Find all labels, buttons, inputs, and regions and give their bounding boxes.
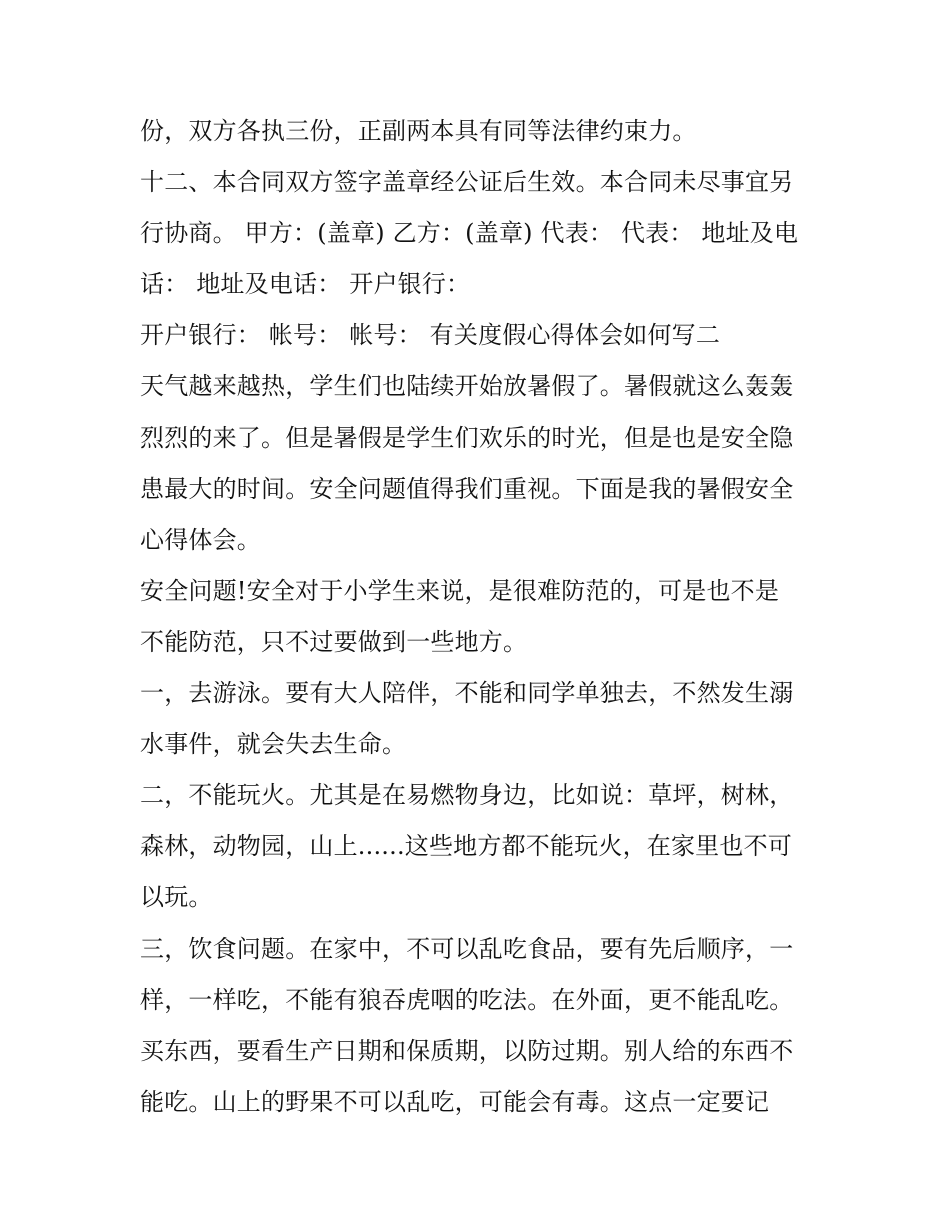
text-line: 样，一样吃，不能有狼吞虎咽的吃法。在外面，更不能乱吃。 [140,985,794,1014]
text-line: 安全问题!安全对于小学生来说，是很难防范的，可是也不是 [140,576,780,605]
text-line: 行协商。 甲方：(盖章) 乙方：(盖章) 代表： 代表： 地址及电 [140,219,799,248]
text-line: 患最大的时间。安全问题值得我们重视。下面是我的暑假安全 [140,474,794,503]
text-line: 买东西，要看生产日期和保质期，以防过期。别人给的东西不 [140,1036,794,1065]
text-line: 话： 地址及电话： 开户银行： [140,270,471,299]
text-line: 份，双方各执三份，正副两本具有同等法律约束力。 [140,117,697,145]
text-line: 能吃。山上的野果不可以乱吃，可能会有毒。这点一定要记 [140,1087,770,1116]
text-line: 森林，动物园，山上......这些地方都不能玩火，在家里也不可 [140,832,792,861]
text-line: 十二、本合同双方签字盖章经公证后生效。本合同未尽事宜另 [140,168,794,197]
text-line: 开户银行： 帐号： 帐号： 有关度假心得体会如何写二 [140,321,721,350]
text-line: 天气越来越热，学生们也陆续开始放暑假了。暑假就这么轰轰 [140,372,794,401]
text-line: 水事件，就会失去生命。 [140,730,407,759]
text-line: 以玩。 [140,883,213,912]
text-line: 不能防范，只不过要做到一些地方。 [140,627,528,656]
document-body [140,106,820,1128]
text-line: 心得体会。 [140,525,261,554]
text-line: 一，去游泳。要有大人陪伴，不能和同学单独去，不然发生溺 [140,679,794,708]
text-line: 二，不能玩火。尤其是在易燃物身边，比如说：草坪，树林， [140,781,794,810]
text-line: 烈烈的来了。但是暑假是学生们欢乐的时光，但是也是安全隐 [140,423,794,452]
text-line: 三，饮食问题。在家中，不可以乱吃食品，要有先后顺序，一 [140,934,794,963]
